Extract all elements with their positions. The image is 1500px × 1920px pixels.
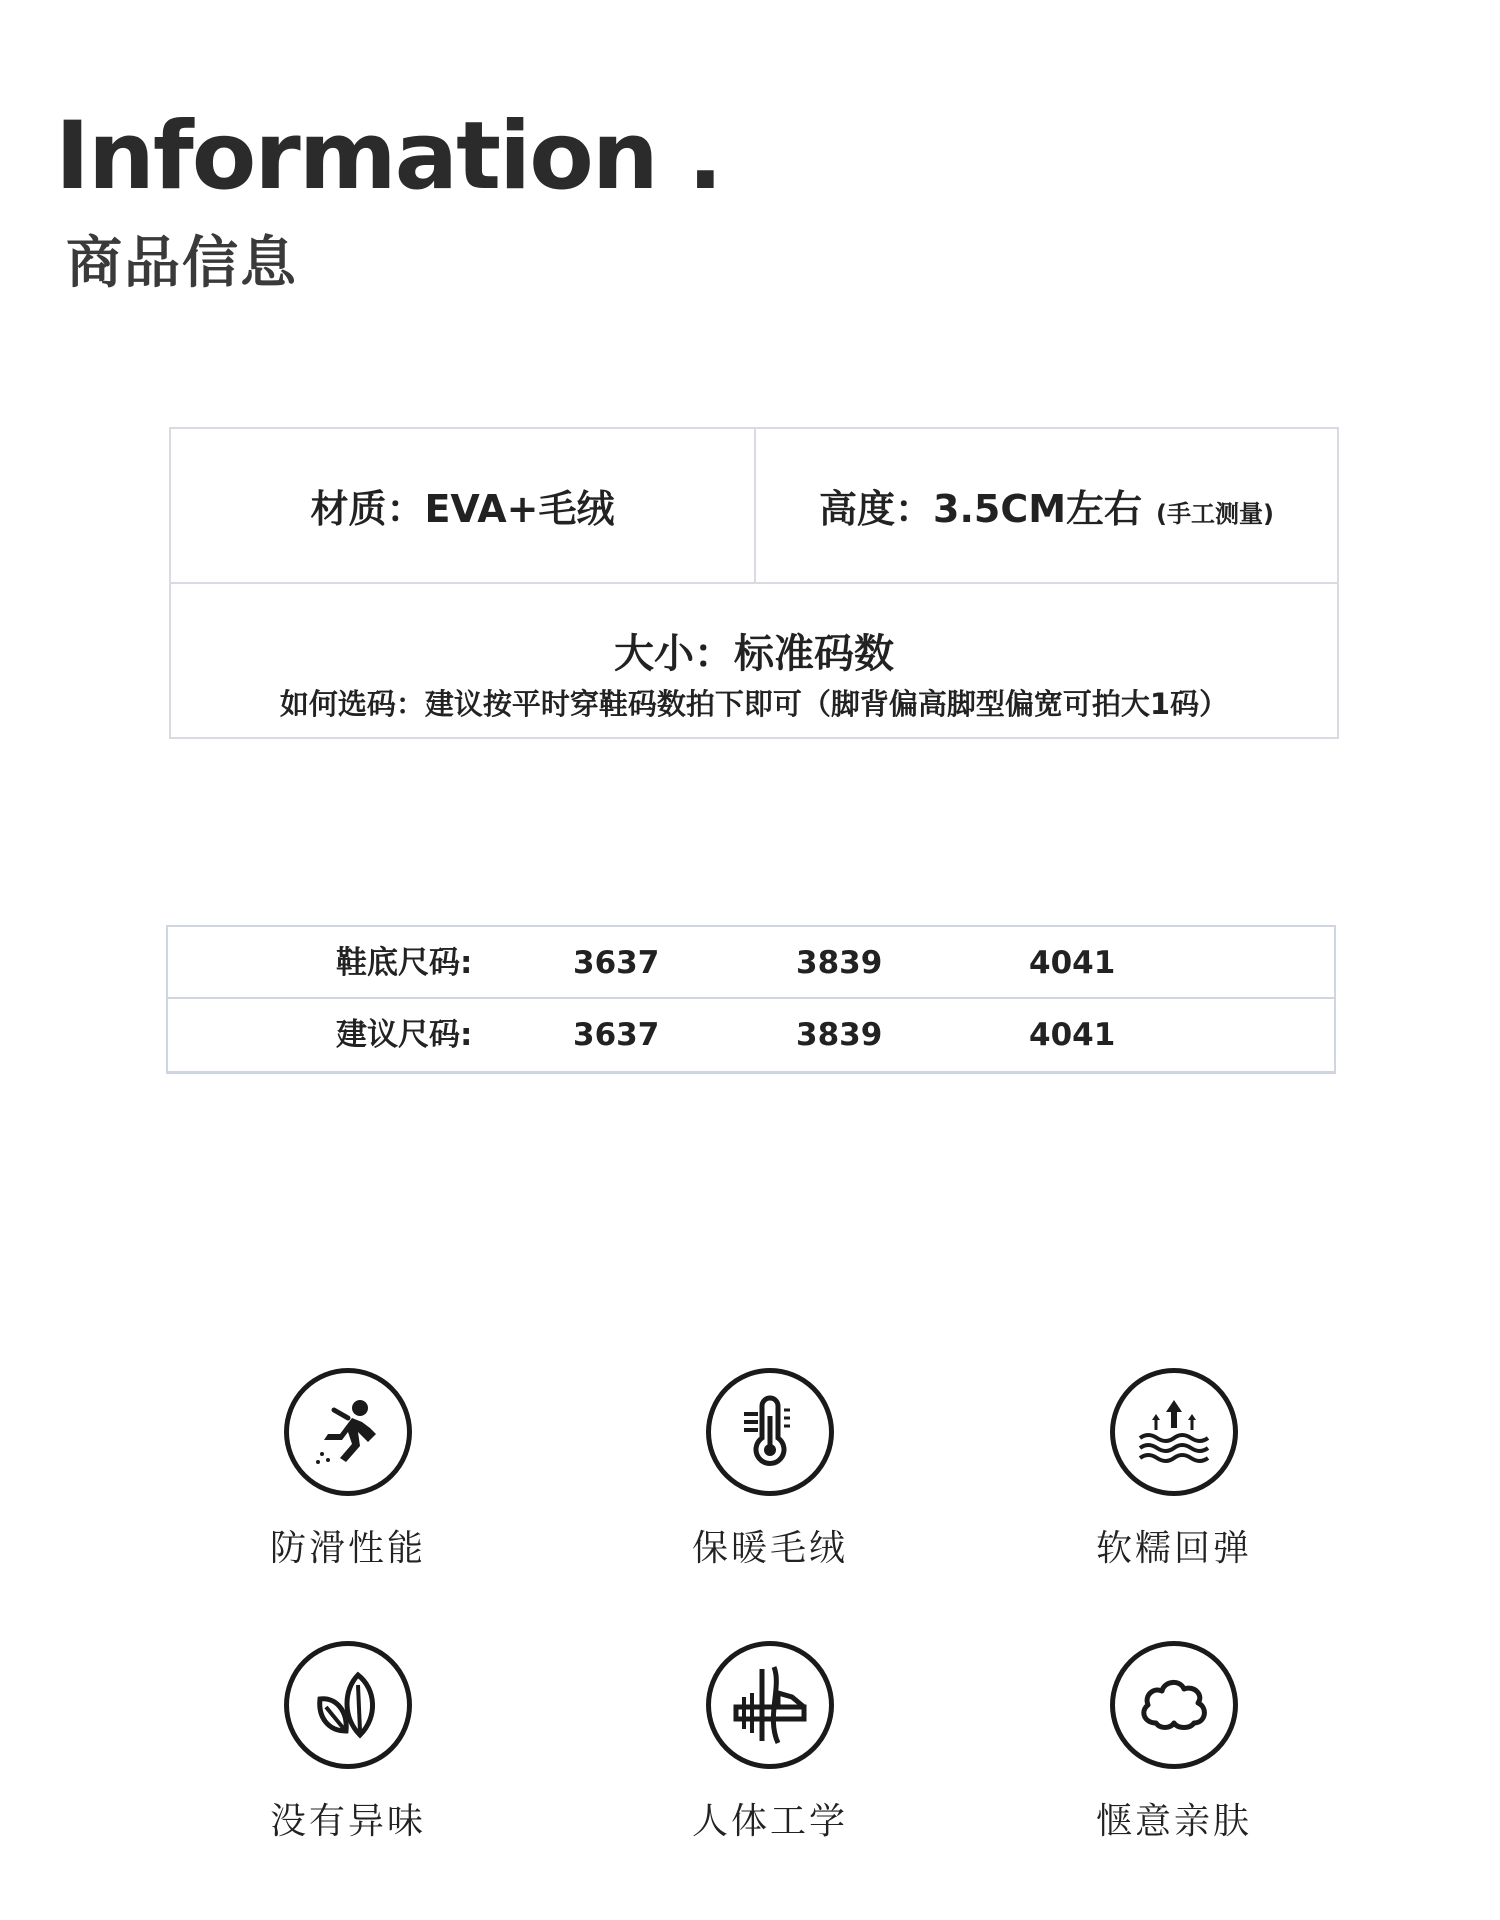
size-hint-text: 如何选码：建议按平时穿鞋码数拍下即可（脚背偏高脚型偏宽可拍大1码） [279,687,1229,721]
height-cell [756,429,1337,582]
feature-warm [620,1368,920,1571]
material-cell [171,429,756,582]
info-row-top [171,429,1337,584]
slip-person-icon [284,1368,412,1496]
feature-ergonomic [620,1641,920,1844]
feature-label: 保暖毛绒 [691,1528,848,1569]
feature-skin-friendly [1024,1641,1324,1844]
size-value: 4041 [1029,1017,1116,1053]
product-info-table [169,427,1339,739]
height-note: (手工测量) [1156,500,1274,528]
thermometer-icon [706,1368,834,1496]
row-label: 建议尺码: [336,1017,473,1053]
height-text: 高度：3.5CM左右 [819,487,1143,531]
leaf-icon [284,1641,412,1769]
table-row [168,927,1334,999]
feature-label: 软糯回弹 [1095,1528,1252,1569]
rebound-wave-icon [1110,1368,1238,1496]
size-value: 4041 [1029,945,1116,981]
feature-anti-slip [198,1368,498,1571]
feature-label: 防滑性能 [269,1528,426,1569]
cloud-icon [1110,1641,1238,1769]
size-value: 3839 [796,945,883,981]
row-label: 鞋底尺码: [336,945,473,981]
size-value: 3637 [573,945,660,981]
table-row [168,999,1334,1071]
ergonomic-shoe-icon [706,1641,834,1769]
size-value: 3637 [573,1017,660,1053]
feature-rebound [1024,1368,1324,1571]
material-text: 材质：EVA+毛绒 [310,487,615,531]
feature-no-odor [198,1641,498,1844]
feature-label: 人体工学 [691,1801,848,1842]
size-text: 大小：标准码数 [614,631,894,677]
page-title: Information . [55,102,722,211]
feature-label: 惬意亲肤 [1095,1801,1252,1842]
size-chart-table [166,925,1336,1074]
size-value: 3839 [796,1017,883,1053]
feature-label: 没有异味 [269,1801,426,1842]
page-subtitle: 商品信息 [66,231,298,296]
size-cell [171,584,1337,737]
